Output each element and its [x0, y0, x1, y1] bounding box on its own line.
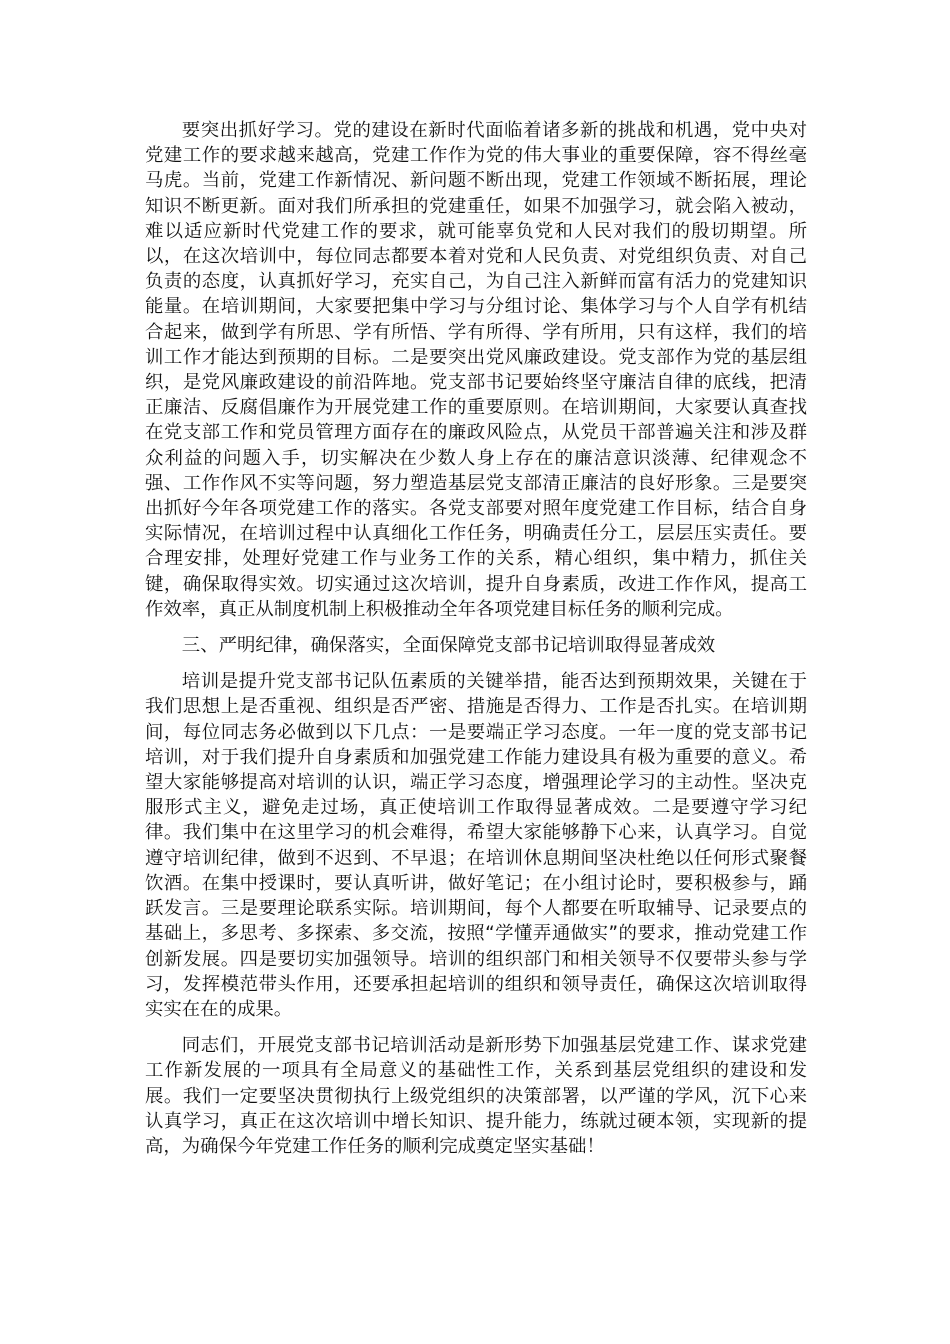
- document-body: [145, 118, 807, 1170]
- paragraph-closing-remarks: 同志们，开展党支部书记培训活动是新形势下加强基层党建工作、谋求党建工作新发展的一项具有全局意义的基础性工作，关系到基层党组织的建设和发展。我们一定要坚决贯彻执行上级党组织的决策部署，以严谨的学风，沉下心来认真学习，真正在这次培训中增长知识、提升能力，练就过硬本领，实现新的提高，为确保今年党建工作任务的顺利完成奠定坚实基础！: [145, 1035, 807, 1157]
- section-heading-discipline: 三、严明纪律，确保落实，全面保障党支部书记培训取得显著成效: [181, 635, 716, 657]
- paragraph-study-and-integrity: 要突出抓好学习。党的建设在新时代面临着诸多新的挑战和机遇，党中央对党建工作的要求越来越高，党建工作作为党的伟大事业的重要保障，容不得丝毫马虎。当前，党建工作新情况、新问题不断出现，党建工作领域不断拓展，理论知识不断更新。面对我们所承担的党建重任，如果不加强学习，就会陷入被动，难以适应新时代党建工作的要求，就可能辜负党和人民对我们的殷切期望。所以，在这次培训中，每位同志都要本着对党和人民负责、对党组织负责、对自己负责的态度，认真抓好学习，充实自己，为自己注入新鲜而富有活力的党建知识能量。在培训期间，大家要把集中学习与分组讨论、集体学习与个人自学有机结合起来，做到学有所思、学有所悟、学有所得、学有所用，只有这样，我们的培训工作才能达到预期的目标。二是要突出党风廉政建设。党支部作为党的基层组织，是党风廉政建设的前沿阵地。党支部书记要始终坚守廉洁自律的底线，把清正廉洁、反腐倡廉作为开展党建工作的重要原则。在培训期间，大家要认真查找在党支部工作和党员管理方面存在的廉政风险点，从党员干部普遍关注和涉及群众利益的问题入手，切实解决在少数人身上存在的廉洁意识淡薄、纪律观念不强、工作作风不实等问题，努力塑造基层党支部清正廉洁的良好形象。三是要突出抓好今年各项党建工作的落实。各党支部要对照年度党建工作目标，结合自身实际情况，在培训过程中认真细化工作任务，明确责任分工，层层压实责任。要合理安排，处理好党建工作与业务工作的关系，精心组织，集中精力，抓住关键，确保取得实效。切实通过这次培训，提升自身素质，改进工作作风，提高工作效率，真正从制度机制上积极推动全年各项党建目标任务的顺利完成。: [145, 120, 807, 620]
- paragraph-discipline-requirements: 培训是提升党支部书记队伍素质的关键举措，能否达到预期效果，关键在于我们思想上是否重视、组织是否严密、措施是否得力、工作是否扎实。在培训期间，每位同志务必做到以下几点：一是要端正学习态度。一年一度的党支部书记培训，对于我们提升自身素质和加强党建工作能力建设具有极为重要的意义。希望大家能够提高对培训的认识，端正学习态度，增强理论学习的主动性。坚决克服形式主义，避免走过场，真正使培训工作取得显著成效。二是要遵守学习纪律。我们集中在这里学习的机会难得，希望大家能够静下心来，认真学习。自觉遵守培训纪律，做到不迟到、不早退；在培训休息期间坚决杜绝以任何形式聚餐饮酒。在集中授课时，要认真听讲，做好笔记；在小组讨论时，要积极参与，踊跃发言。三是要理论联系实际。培训期间，每个人都要在听取辅导、记录要点的基础上，多思考、多探索、多交流，按照“学懂弄通做实”的要求，推动党建工作创新发展。四是要切实加强领导。培训的组织部门和相关领导不仅要带头参与学习，发挥模范带头作用，还要承担起培训的组织和领导责任，确保这次培训取得实实在在的成果。: [145, 671, 807, 1020]
